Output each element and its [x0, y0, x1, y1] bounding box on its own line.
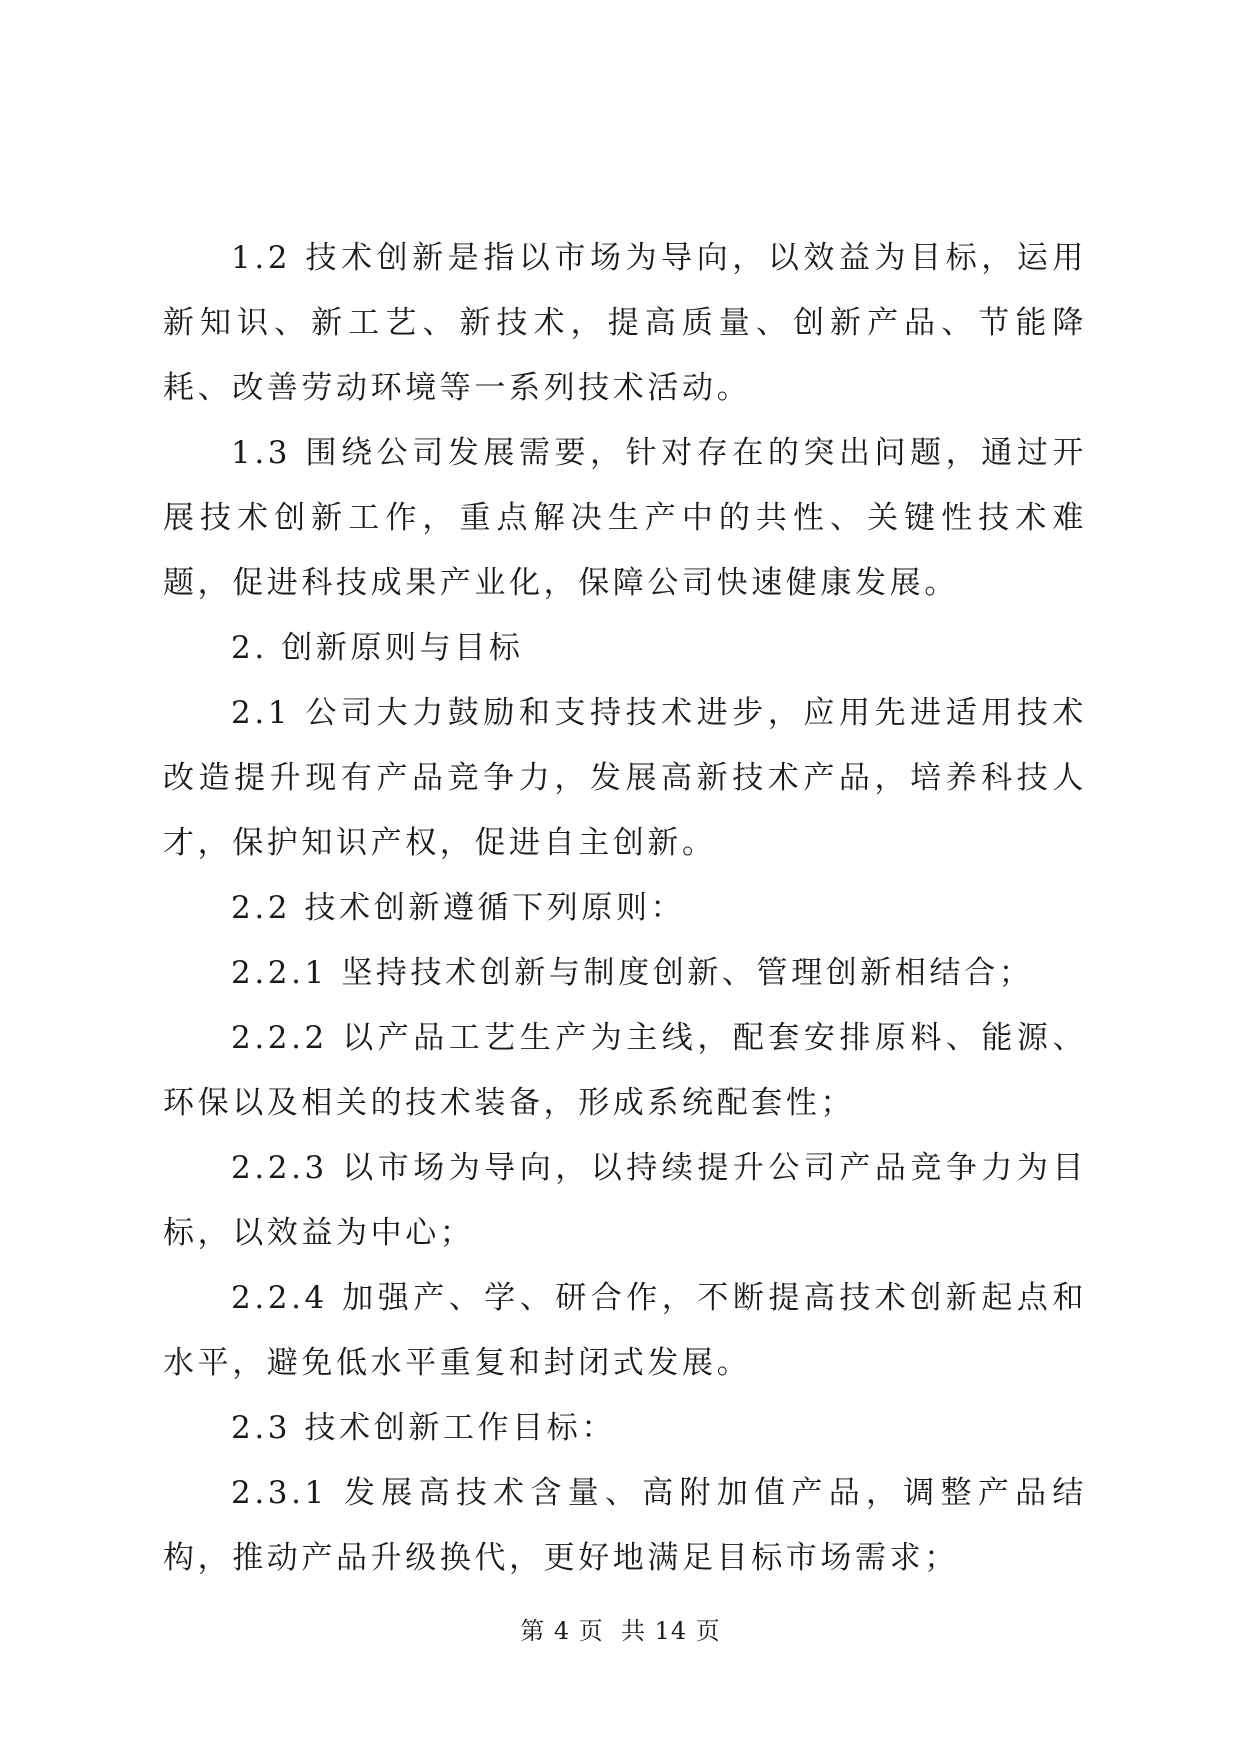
- body-text: [163, 226, 1087, 1591]
- paragraph-2-2-2: 2.2.2 以产品工艺生产为主线，配套安排原料、能源、环保以及相关的技术装备，形成系统配套性；: [163, 1020, 1087, 1121]
- page-number-label: 第 4 页 共 14 页: [520, 1617, 721, 1645]
- paragraph-2-3: 2.3 技术创新工作目标：: [231, 1410, 616, 1446]
- paragraph-2-2-1: 2.2.1 坚持技术创新与制度创新、管理创新相结合；: [231, 955, 1034, 991]
- paragraph-1-2: 1.2 技术创新是指以市场为导向，以效益为目标，运用新知识、新工艺、新技术，提高质量、创新产品、节能降耗、改善劳动环境等一系列技术活动。: [163, 240, 1087, 406]
- paragraph-2-2-3: 2.2.3 以市场为导向，以持续提升公司产品竞争力为目标，以效益为中心；: [163, 1150, 1087, 1251]
- paragraph-2-1: 2.1 公司大力鼓励和支持技术进步，应用先进适用技术改造提升现有产品竞争力，发展高新技术产品，培养科技人才，保护知识产权，促进自主创新。: [163, 695, 1087, 861]
- paragraph-1-3: 1.3 围绕公司发展需要，针对存在的突出问题，通过开展技术创新工作，重点解决生产中的共性、关键性技术难题，促进科技成果产业化，保障公司快速健康发展。: [163, 435, 1087, 601]
- paragraph-2-3-1: 2.3.1 发展高技术含量、高附加值产品，调整产品结构，推动产品升级换代，更好地满足目标市场需求；: [163, 1475, 1087, 1576]
- paragraph-2-2-4: 2.2.4 加强产、学、研合作，不断提高技术创新起点和水平，避免低水平重复和封闭式发展。: [163, 1280, 1087, 1381]
- paragraph-2-2: 2.2 技术创新遵循下列原则：: [231, 890, 686, 926]
- page-footer: [0, 1611, 1241, 1646]
- section-heading-2: 2. 创新原则与目标: [231, 630, 524, 666]
